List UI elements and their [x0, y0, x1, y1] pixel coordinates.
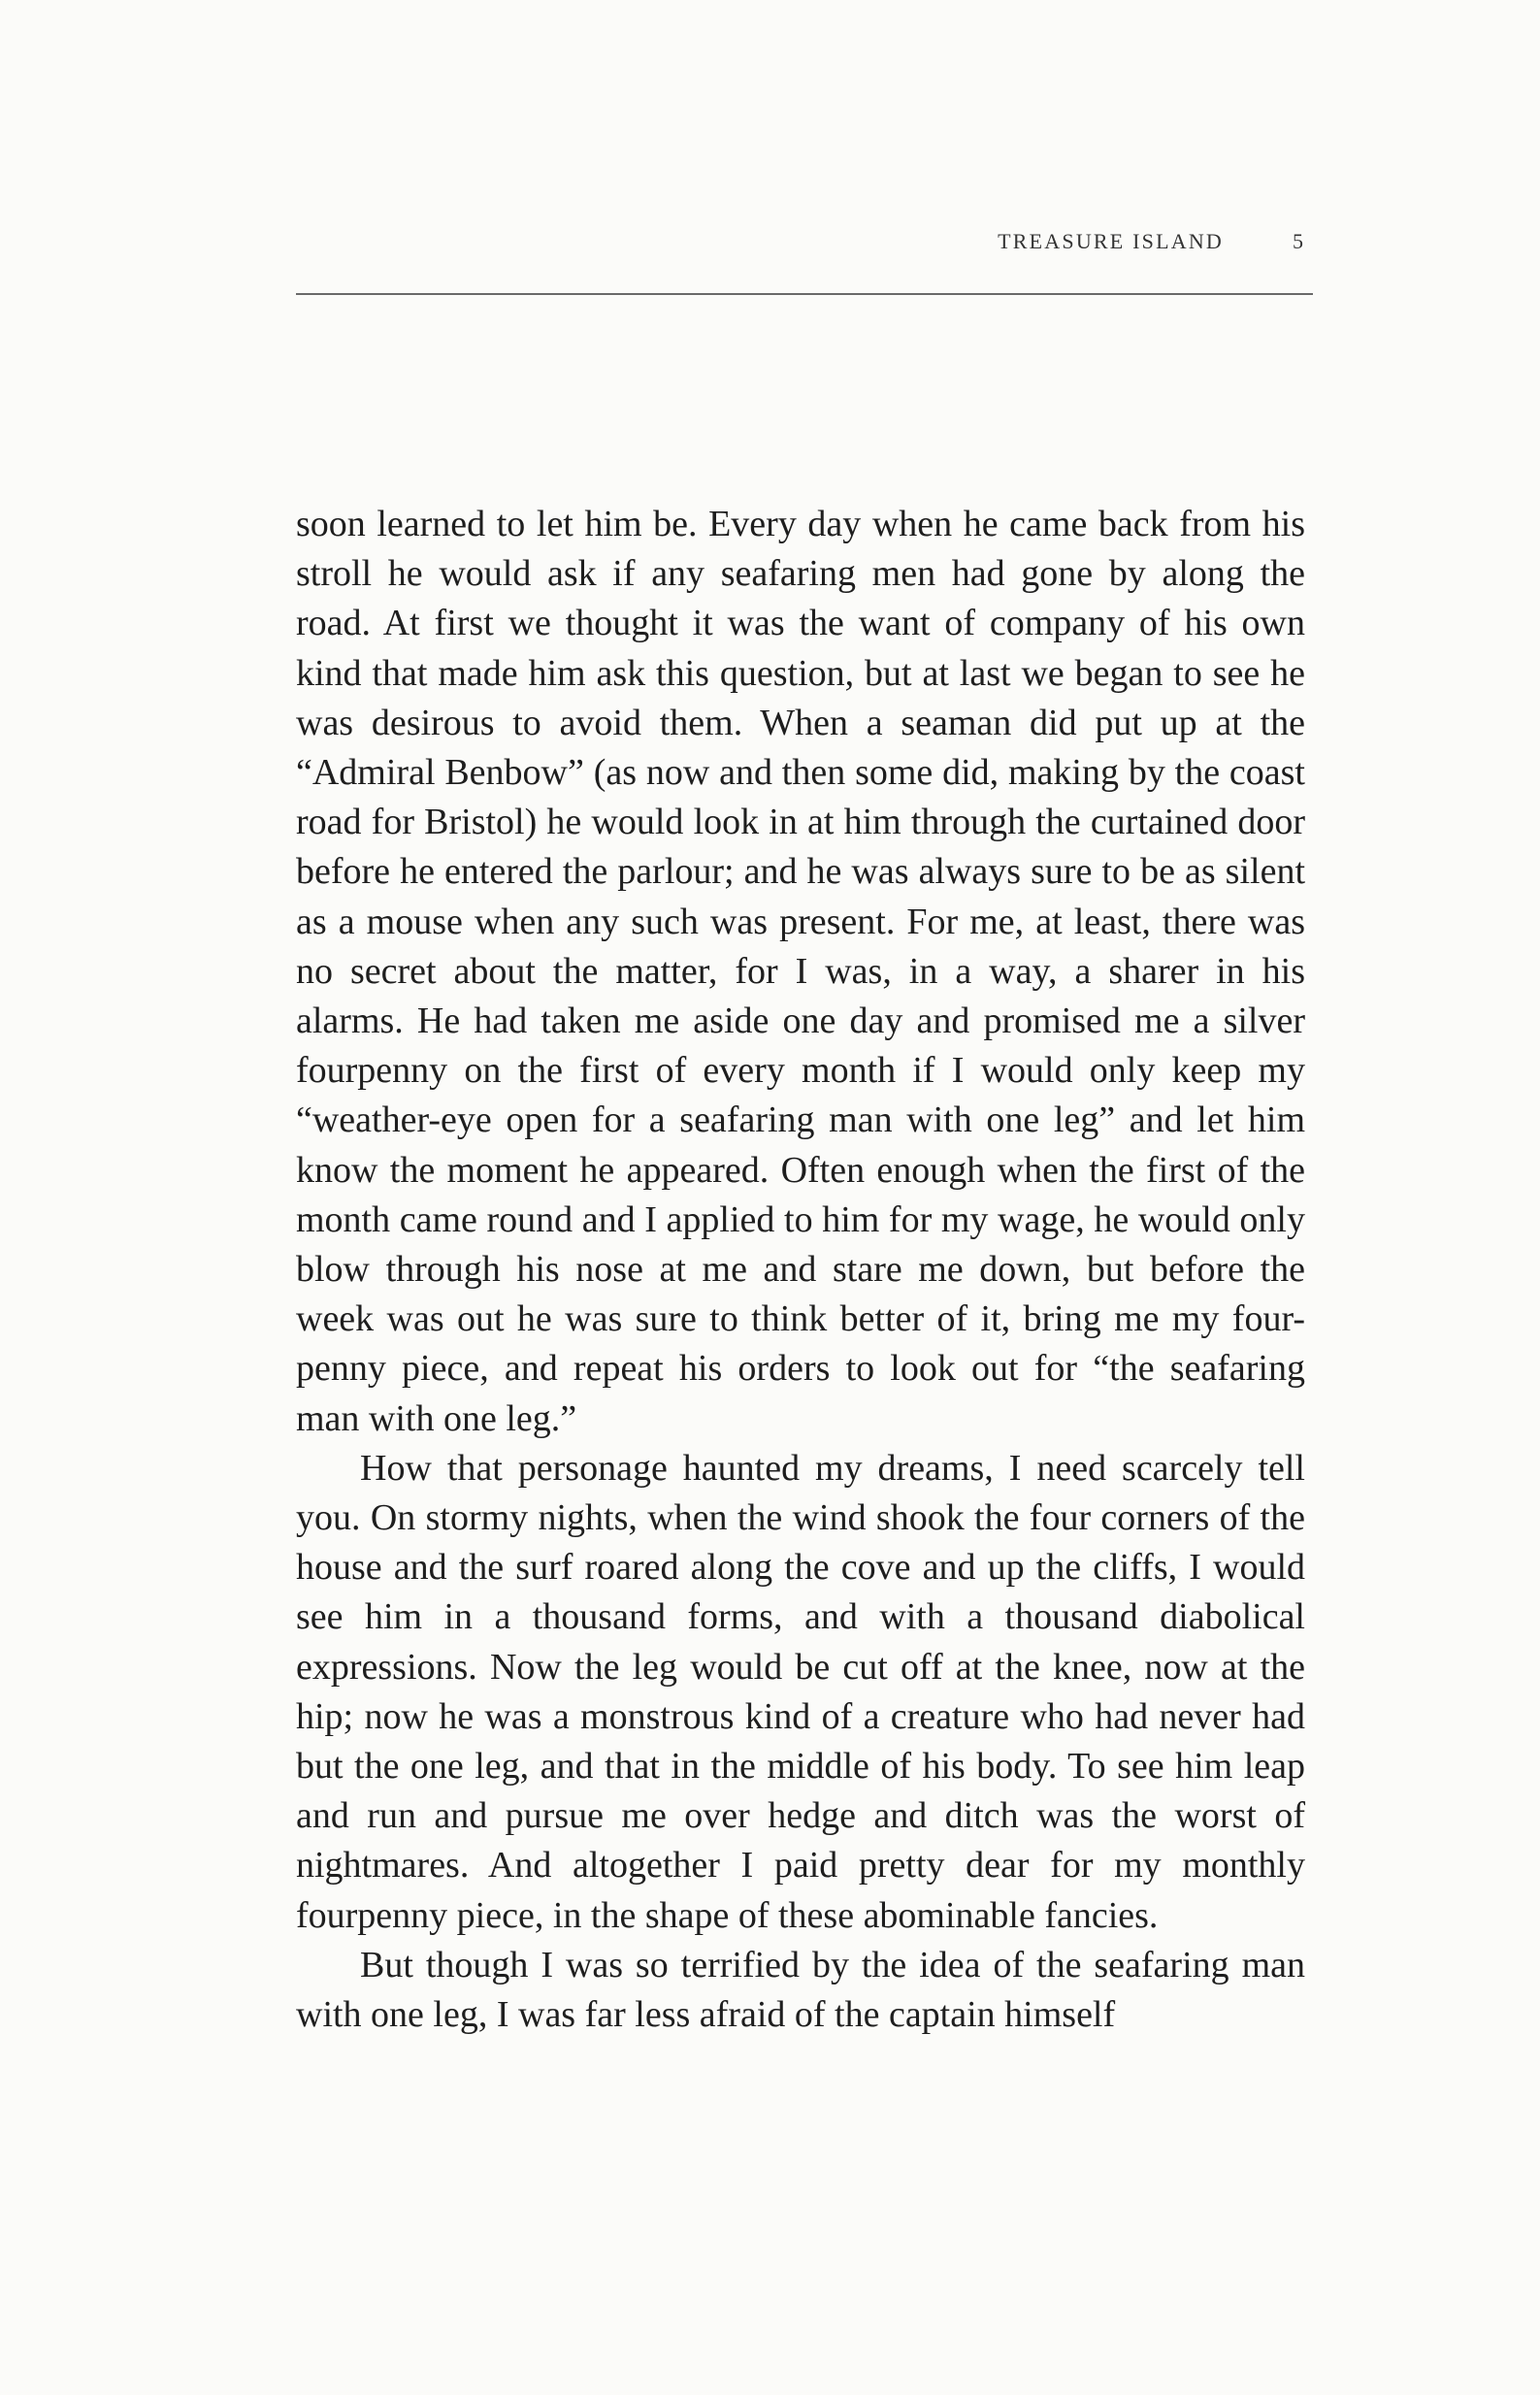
body-text	[296, 500, 1305, 2040]
running-title: TREASURE ISLAND	[998, 229, 1224, 253]
paragraph: soon learned to let him be. Every day when he came back from his stroll he would ask if any seafaring men had gone by along the road. At first we thought it was the want of company of his own kind that made him ask this question, but at last we began to see he was desirous to avoid them. When a seaman did put up at the “Admiral Benbow” (as now and then some did, making by the coast road for Bristol) he would look in at him through the curtained door before he entered the parlour; and he was always sure to be as silent as a mouse when any such was present. For me, at least, there was no secret about the matter, for I was, in a way, a sharer in his alarms. He had taken me aside one day and promised me a silver fourpenny on the first of every month if I would only keep my “weather-eye open for a seafaring man with one leg” and let him know the moment he appeared. Often enough when the first of the month came round and I applied to him for my wage, he would only blow through his nose at me and stare me down, but before the week was out he was sure to think better of it, bring me my four-penny piece, and repeat his orders to look out for “the seafaring man with one leg.”	[296, 504, 1305, 1439]
paragraph: How that personage haunted my dreams, I need scarcely tell you. On stormy nights, when the wind shook the four corners of the house and the surf roared along the cove and up the cliffs, I would see him in a thousand forms, and with a thousand diabolical expressions. Now the leg would be cut off at the knee, now at the hip; now he was a monstrous kind of a creature who had never had but the one leg, and that in the middle of his body. To see him leap and run and pursue me over hedge and ditch was the worst of nightmares. And altogether I paid pretty dear for my monthly fourpenny piece, in the shape of these abominable fancies.	[296, 1447, 1305, 1936]
page-number: 5	[1293, 229, 1303, 253]
paragraph: But though I was so terrified by the idea of the seafaring man with one leg, I was far less afraid of the captain himself	[296, 1944, 1305, 2036]
running-head	[296, 229, 1313, 268]
header-rule	[296, 293, 1313, 295]
